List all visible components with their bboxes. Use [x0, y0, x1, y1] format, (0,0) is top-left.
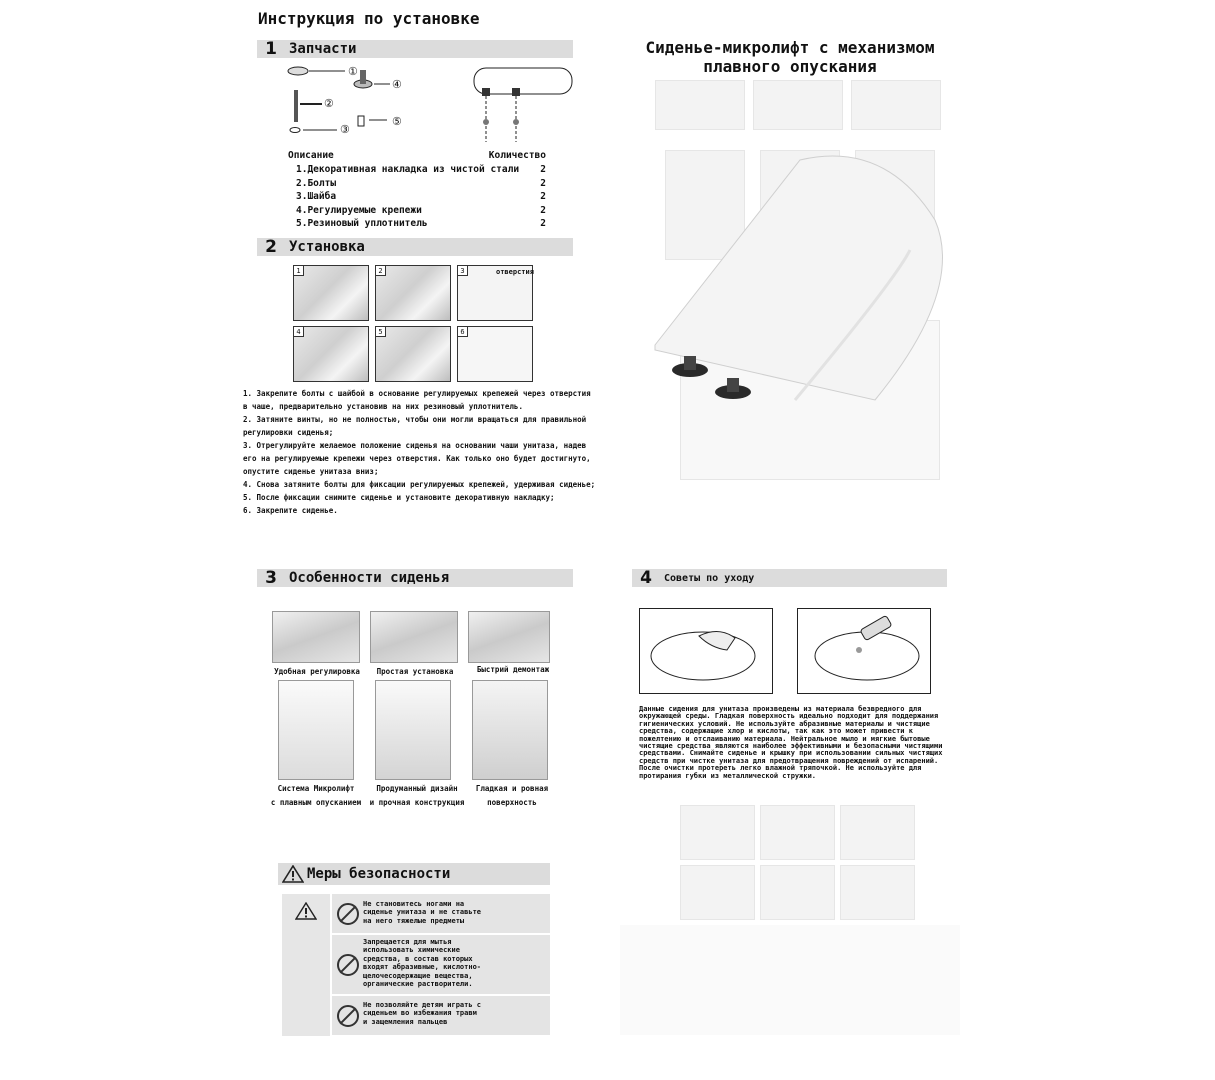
feature-caption: Удобная регулировка	[274, 667, 360, 676]
warning-row	[332, 935, 550, 995]
feature-image-microlift	[278, 680, 354, 780]
care-illustration-wipe	[639, 608, 773, 694]
washer-shape	[290, 128, 300, 133]
feature-image-surface	[472, 680, 548, 780]
list-item: 2.Болты 2	[296, 177, 546, 189]
section-4-title: Советы по уходу	[664, 572, 755, 584]
step-line: 6. Закрепите сиденье.	[243, 506, 338, 515]
section-3-header	[257, 569, 573, 587]
feature-image-adjust	[272, 611, 360, 663]
callout-4: ④	[392, 78, 402, 91]
care-line: средства, содержащие хлор и кислоты, так как это может привести к	[639, 727, 913, 736]
page-1	[240, 0, 595, 520]
callout-3: ③	[340, 123, 350, 136]
prohibited-icon	[337, 1005, 359, 1027]
ghost-panel	[760, 865, 835, 920]
section-3-number: 3	[265, 568, 277, 588]
step-photo-2: 2	[375, 265, 451, 321]
care-line: Данные сидения для унитаза произведены из материала безвредного для	[639, 705, 922, 713]
ghost-panel	[655, 80, 745, 130]
page-3	[240, 560, 595, 1060]
care-line: чистящие средства являются наиболее эффективными и безопасными чистящими	[639, 742, 943, 751]
cover-plate-shape	[288, 67, 308, 75]
feature-image-release	[468, 611, 550, 663]
list-item: 3.Шайба 2	[296, 191, 546, 202]
section-2-number: 2	[265, 237, 277, 257]
callout-5: ⑤	[392, 115, 402, 128]
care-line: пожелтению и отслаиванию материала. Нейтральное мыло и мягкие бытовые	[639, 734, 930, 743]
step-line: его на регулируемые крепежи через отверстия. Как только оно будет достигнуто,	[243, 454, 591, 463]
feature-image-install	[370, 611, 458, 663]
prohibited-icon	[337, 903, 359, 925]
warning-icon	[295, 902, 317, 920]
ghost-panel	[680, 805, 755, 860]
warning-icon	[282, 865, 304, 883]
warning-text: Не позволяйте детям играть с сиденьем во избежания травм и защемления пальцев	[363, 1001, 482, 1026]
seal-shape	[358, 116, 364, 126]
step-photo-1: 1	[293, 265, 369, 321]
section-2-header	[257, 238, 573, 256]
ghost-panel	[851, 80, 941, 130]
prohibited-icon	[337, 954, 359, 976]
parts-desc-header: Описание	[288, 150, 334, 161]
list-item: 4.Регулируемые крепежи 2	[296, 204, 546, 216]
care-line: протирания губки из металлической стружки.	[639, 771, 817, 780]
warning-text: Не становитесь ногами на сиденье унитаза и не ставьте на него тяжелые предметы	[363, 900, 482, 925]
safety-header	[278, 863, 550, 885]
care-line: окружающей среды. Гладкая поверхность идеально подходит для поддержания	[639, 712, 939, 721]
ghost-panel	[680, 865, 755, 920]
step-line: 2. Затяните винты, но не полностью, чтобы они могли вращаться для правильной	[243, 415, 587, 424]
step-line: в чаше, предварительно установив на них резиновый уплотнитель.	[243, 402, 523, 411]
step-line: 3. Отрегулируйте желаемое положение сиденья на основании чаши унитаза, надев	[243, 441, 587, 450]
care-line: После очистки протереть легко влажной тряпочкой. Не используйте для	[639, 764, 922, 773]
callout-1: ①	[348, 65, 358, 78]
warning-row	[332, 996, 550, 1036]
step-line: регулировки сиденья;	[243, 428, 334, 437]
product-title-line-2: плавного опускания	[703, 57, 877, 76]
section-4-header	[632, 569, 947, 587]
ghost-text-block	[620, 925, 960, 1035]
step-photo-5: 5	[375, 326, 451, 382]
step-line: опустите сиденье унитаза вниз;	[243, 467, 379, 476]
ghost-panel	[840, 805, 915, 860]
section-1-title: Запчасти	[289, 41, 357, 57]
feature-caption: Простая установка	[376, 667, 454, 676]
feature-caption: Быстрий демонтаж	[476, 665, 550, 674]
product-title	[620, 38, 960, 76]
callout-2: ②	[324, 97, 334, 110]
parts-qty-header: Количество	[488, 150, 546, 161]
parts-table-header	[288, 150, 546, 161]
step-photo-4: 4	[293, 326, 369, 382]
feature-image-design	[375, 680, 451, 780]
holes-label: отверстия	[496, 268, 534, 276]
list-item: 1.Декоративная накладка из чистой стали 2	[296, 164, 546, 175]
step-line: 5. После фиксации снимите сиденье и установите декоративную накладку;	[243, 493, 555, 502]
list-item: 5.Резиновый уплотнитель 2	[296, 218, 546, 229]
warning-row	[332, 894, 550, 934]
safety-title: Меры безопасности	[307, 866, 451, 882]
install-title: Инструкция по установке	[258, 9, 480, 28]
step-photo-3: 3 отверстия	[457, 265, 533, 321]
parts-list	[296, 164, 546, 232]
product-title-line-1: Сиденье-микролифт с механизмом	[645, 38, 935, 57]
care-line: средств при чистке унитаза для предотвращения повреждений от испарений.	[639, 756, 939, 765]
feature-caption: Система Микролифт с плавным опусканием	[270, 784, 362, 807]
step-line: 4. Снова затяните болты для фиксации регулируемых крепежей, удерживая сиденье;	[243, 480, 596, 489]
seat-product-image	[645, 130, 955, 410]
safety-side-panel	[282, 894, 330, 1036]
install-steps	[243, 387, 598, 517]
page-4	[620, 560, 960, 1060]
step-line: 1. Закрепите болты с шайбой в основание регулируемых крепежей через отверстия	[243, 389, 591, 398]
assembly-drawing	[462, 66, 574, 154]
page-2	[620, 0, 960, 520]
care-illustration-clean	[797, 608, 931, 694]
section-4-number: 4	[640, 568, 652, 588]
section-1-header	[257, 40, 573, 58]
section-3-title: Особенности сиденья	[289, 570, 450, 586]
section-1-number: 1	[265, 39, 277, 59]
bolt-shape	[294, 90, 298, 122]
section-2-title: Установка	[289, 239, 365, 255]
ghost-panel	[840, 865, 915, 920]
ghost-panel	[753, 80, 843, 130]
ghost-panel	[760, 805, 835, 860]
care-line: средствами. Снимайте сиденье и крышку при использовании сильных чистящих	[639, 749, 943, 758]
step-photo-6: 6	[457, 326, 533, 382]
care-text	[639, 706, 959, 780]
feature-caption: Продуманный дизайн и прочная конструкция	[369, 784, 465, 807]
feature-caption: Гладкая и ровная поверхность	[475, 784, 549, 807]
care-line: гигиенических условий. Не используйте абразивные материалы и чистящие	[639, 719, 930, 728]
warning-text: Запрещается для мытья использовать химические средства, в состав которых входят абразивные, кислотно-щелочесодержащие вещества, органические растворители.	[363, 938, 482, 989]
